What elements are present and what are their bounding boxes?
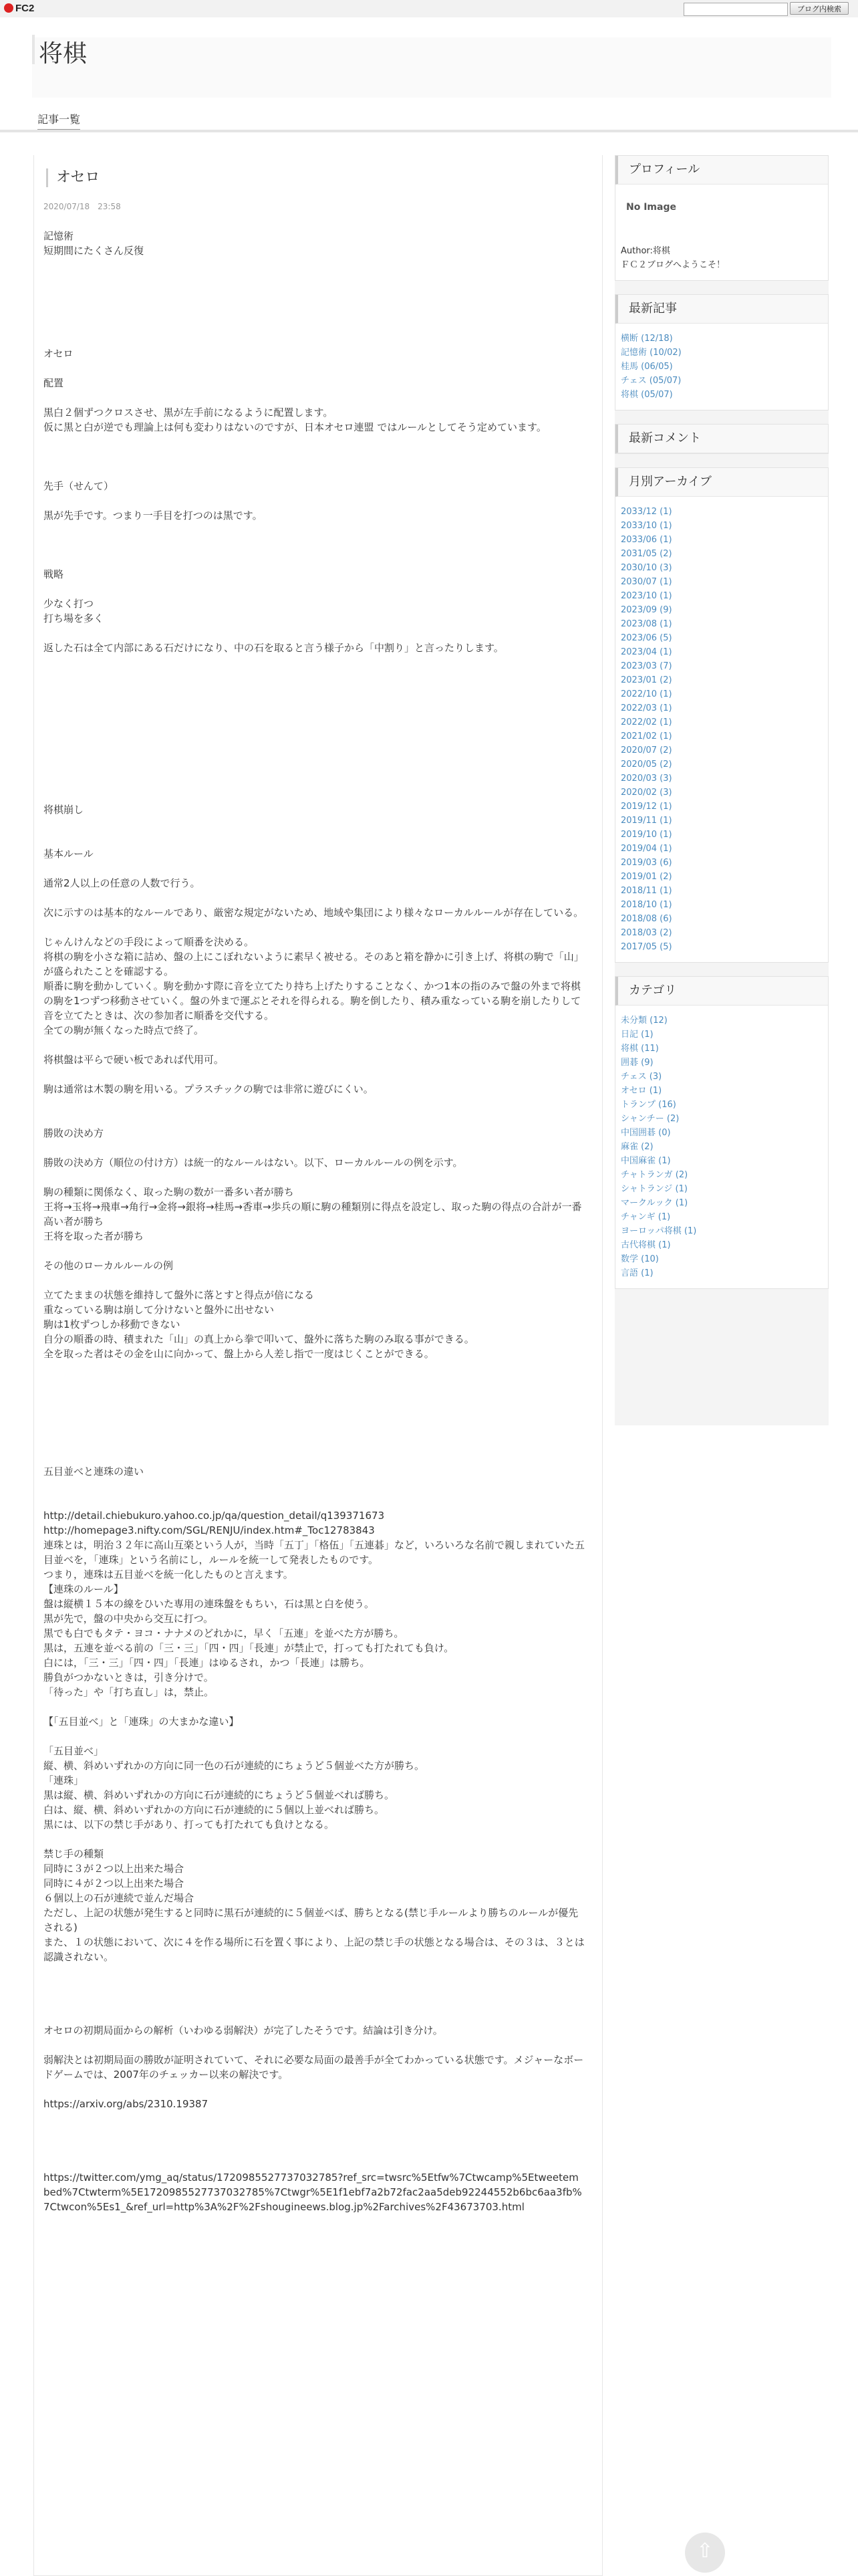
entry-paragraph — [43, 1273, 585, 1288]
entry-paragraph[interactable]: https://arxiv.org/abs/2310.19387 — [43, 2098, 208, 2110]
recent-comments-widget — [615, 424, 829, 454]
nav-entry-list[interactable]: 記事一覧 — [37, 111, 80, 130]
entry-paragraph — [43, 2111, 585, 2170]
entry-title[interactable]: オセロ — [46, 168, 100, 187]
category-item-link[interactable]: 将棋 (11) — [621, 1044, 659, 1054]
recent-entry[interactable] — [621, 346, 823, 360]
entry-paragraph — [43, 1170, 585, 1185]
entry-paragraph: 通常2人以上の任意の人数で行う。 — [43, 877, 200, 889]
archive-month[interactable] — [621, 912, 823, 926]
category-item-link[interactable]: 囲碁 (9) — [621, 1058, 654, 1068]
entry-paragraph — [43, 582, 585, 596]
entry-paragraph: その他のローカルルールの例 — [43, 1260, 174, 1272]
archive-month-link[interactable]: 2033/10 (1) — [621, 521, 672, 531]
recent-entries-widget — [615, 294, 829, 411]
archive-month[interactable] — [621, 547, 823, 561]
category-item-link[interactable]: トランプ (16) — [621, 1100, 676, 1110]
page-top-button[interactable] — [685, 2533, 725, 2573]
recent-entry[interactable] — [621, 332, 823, 346]
category-item[interactable] — [621, 1098, 823, 1112]
category-item[interactable] — [621, 1112, 823, 1126]
category-item-link[interactable]: チャンギ (1) — [621, 1212, 671, 1222]
category-item[interactable] — [621, 1126, 823, 1140]
category-item-link[interactable]: 古代将棋 (1) — [621, 1240, 671, 1250]
archive-month[interactable] — [621, 561, 823, 575]
archive-month-link[interactable]: 2022/03 (1) — [621, 703, 672, 713]
archive-month-link[interactable]: 2018/11 (1) — [621, 886, 672, 896]
archive-month-link[interactable]: 2033/12 (1) — [621, 507, 672, 517]
entry-paragraph: 戦略 — [43, 568, 64, 580]
category-item-link[interactable]: シャトランジ (1) — [621, 1184, 688, 1194]
category-item-link[interactable]: 言語 (1) — [621, 1268, 654, 1278]
entry-paragraph — [43, 1244, 585, 1258]
archive-month-link[interactable]: 2019/10 (1) — [621, 830, 672, 840]
archive-month[interactable] — [621, 603, 823, 617]
archive-month-link[interactable]: 2020/07 (2) — [621, 745, 672, 755]
category-item-link[interactable]: 中国麻雀 (1) — [621, 1156, 671, 1166]
entry-paragraph[interactable]: https://twitter.com/ymg_aq/status/1720985527737032785?ref_src=twsrc%5Etfw%7Ctwcamp%5Etweetembed%7Ctwterm%5E1720985527737032785%7Ctwgr%5E1f1ebf7a2b72fac2aa5deb92244552b6bc6aa3fb%7Ctwcon%5Es1_&ref_url=http%3A%2F%2Fshougineews.blog.jp%2Farchives%2F43673703.html — [43, 2172, 582, 2213]
category-item-link[interactable]: オセロ (1) — [621, 1086, 662, 1096]
archive-month[interactable] — [621, 772, 823, 786]
entry-paragraph — [43, 1038, 585, 1052]
archive-month[interactable] — [621, 519, 823, 533]
archive-month-link[interactable]: 2020/02 (3) — [621, 788, 672, 798]
entry-paragraph: 返した石は全て内部にある石だけになり、中の石を取ると言う様子から「中割り」と言ったりします。 — [43, 642, 504, 654]
archive-month-link[interactable]: 2019/12 (1) — [621, 802, 672, 812]
archive-month[interactable] — [621, 729, 823, 743]
archive-month-link[interactable]: 2017/05 (5) — [621, 942, 672, 952]
entry-paragraph: 勝敗の決め方（順位の付け方）は統一的なルールはない。以下、ローカルルールの例を示す。 — [43, 1157, 463, 1169]
recent-entry[interactable] — [621, 388, 823, 402]
category-item-link[interactable]: 日記 (1) — [621, 1030, 654, 1040]
blog-header — [0, 17, 858, 131]
entry-paragraph: 弱解決とは初期局面の勝敗が証明されていて、それに必要な局面の最善手が全てわかっている状態です。メジャーなボードゲームでは、2007年のチェッカー以来の解決です。 — [43, 2054, 584, 2081]
entry-paragraph: 駒は通常は木製の駒を用いる。プラスチックの駒では非常に遊びにくい。 — [43, 1083, 374, 1095]
category-item[interactable] — [621, 1084, 823, 1098]
entry-paragraph: 立てたままの状態を維持して盤外に落とすと得点が倍になる 重なっている駒は崩して分けないと盤外に出せない 駒は1枚ずつしか移動できない 自分の順番の時、積まれた「山」の真上から拳で叩いて、盤外に落ちた駒のみ取る事ができる。 全を取った者はその金を山に向かって、盤上から人差し指で一度はじくことができる。 — [43, 1289, 474, 1360]
entry-paragraph: 少なく打つ 打ち場を多く — [43, 598, 104, 624]
archive-month-link[interactable]: 2019/11 (1) — [621, 816, 672, 826]
recent-entries-title: 最新記事 — [615, 295, 828, 324]
entry-paragraph: 駒の種類に関係なく、取った駒の数が一番多い者が勝ち 王将→玉将→飛車→角行→金将→銀将→桂馬→香車→歩兵の順に駒の種類別に得点を設定し、取った駒の得点の合計が一番高い者が勝ち 王将を取った者が勝ち — [43, 1186, 582, 1242]
category-item[interactable] — [621, 1014, 823, 1028]
archive-month-link[interactable]: 2023/04 (1) — [621, 647, 672, 657]
fc2-logo-icon — [4, 3, 13, 13]
entry-paragraph — [43, 390, 585, 405]
entry-paragraph: 基本ルール — [43, 848, 94, 860]
category-item[interactable] — [621, 1140, 823, 1154]
archive-title: 月別アーカイブ — [615, 468, 828, 497]
blog-title[interactable]: 将棋 — [39, 40, 88, 67]
entry-paragraph — [43, 1096, 585, 1126]
category-list — [621, 1014, 823, 1280]
archive-month[interactable] — [621, 757, 823, 772]
entry-paragraph — [43, 626, 585, 640]
archive-month[interactable] — [621, 715, 823, 729]
archive-month-link[interactable]: 2023/06 (5) — [621, 633, 672, 643]
archive-month[interactable] — [621, 884, 823, 898]
archive-month-link[interactable]: 2022/10 (1) — [621, 689, 672, 699]
category-item-link[interactable]: チェス (3) — [621, 1072, 662, 1082]
archive-month[interactable] — [621, 673, 823, 687]
archive-month-link[interactable]: 2018/08 (6) — [621, 914, 672, 924]
category-item[interactable] — [621, 1196, 823, 1210]
entry-paragraph: オセロ — [43, 348, 74, 360]
category-item-link[interactable]: ヨーロッパ将棋 (1) — [621, 1226, 697, 1236]
entry-paragraph: オセロの初期局面からの解析（いわゆる弱解決）が完了したそうです。結論は引き分け。 — [43, 2024, 443, 2036]
category-item-link[interactable]: 未分類 (12) — [621, 1016, 668, 1026]
title-accent — [32, 35, 35, 64]
entry-paragraph — [43, 1067, 585, 1082]
archive-month[interactable] — [621, 505, 823, 519]
category-item[interactable] — [621, 1210, 823, 1224]
archive-widget — [615, 467, 829, 963]
blog-search-button[interactable]: ブログ内検索 — [790, 2, 849, 15]
entry-paragraph — [43, 920, 585, 935]
archive-month[interactable] — [621, 645, 823, 659]
archive-month-link[interactable]: 2018/10 (1) — [621, 900, 672, 910]
category-item-link[interactable]: チャトランガ (2) — [621, 1170, 688, 1180]
profile-welcome: ＦＣ２ブログへようこそ！ — [621, 260, 726, 270]
archive-month[interactable] — [621, 533, 823, 547]
archive-month-link[interactable]: 2023/08 (1) — [621, 619, 672, 629]
entry-date: 2020/07/18 23:58 — [43, 202, 121, 211]
archive-month[interactable] — [621, 898, 823, 912]
archive-month[interactable] — [621, 575, 823, 589]
entry-paragraph: 先手（せんて） — [43, 480, 114, 492]
recent-entry-link[interactable]: 将棋 (05/07) — [621, 390, 673, 400]
entry-paragraph — [43, 1700, 585, 1714]
archive-month-link[interactable]: 2031/05 (2) — [621, 549, 672, 559]
category-item[interactable] — [621, 1070, 823, 1084]
category-item[interactable] — [621, 1028, 823, 1042]
category-widget — [615, 976, 829, 1289]
recent-entry[interactable] — [621, 374, 823, 388]
archive-month[interactable] — [621, 659, 823, 673]
archive-month[interactable] — [621, 856, 823, 870]
archive-month-link[interactable]: 2022/02 (1) — [621, 717, 672, 727]
archive-month[interactable] — [621, 828, 823, 842]
category-item-link[interactable]: マークルック (1) — [621, 1198, 688, 1208]
archive-month-link[interactable]: 2023/09 (9) — [621, 605, 672, 615]
entry-paragraph — [43, 817, 585, 846]
entry-paragraph[interactable]: http://detail.chiebukuro.yahoo.co.jp/qa/question_detail/q139371673 http://homepage3.nifty.com/SGL/RENJU/index.htm#_Toc12783843 連珠とは，明治３２年に高山互楽という人が，当時「五丁」「格伍」「五連碁」など，いろいろな名前で親しまれていた五目並べを，「連珠」という名前にし，ルールを統一して発表したものです。 つまり，連珠は五目並べを統一化したものと言えます。 【連珠のルール】 盤は縦横１５本の線をひいた専用の連珠盤をもちい，石は黒と白を使う。 黒が先で，盤の中央から交互に打つ。 黒でも白でもタテ・ヨコ・ナナメのどれかに，早く「五連」を並べた方が勝ち。 黒は，五連を並べる前の「三・三」「四・四」「長連」が禁止で，打っても打たれても負け。 白には，「三・三」「四・四」「長連」はゆるされ，かつ「長連」は勝ち。 勝負がつかないときは，引き分けで。 「待った」や「打ち直し」は，禁止。 — [43, 1510, 585, 1698]
entry-body — [43, 229, 585, 2214]
archive-month-link[interactable]: 2023/01 (2) — [621, 675, 672, 685]
archive-month[interactable] — [621, 842, 823, 856]
entry-paragraph: 次に示すのは基本的なルールであり、厳密な規定がないため、地域や集団により様々なローカルルールが存在している。 — [43, 907, 584, 919]
entry-paragraph — [43, 1361, 585, 1464]
archive-month-link[interactable]: 2033/06 (1) — [621, 535, 672, 545]
entry-paragraph: 配置 — [43, 377, 64, 389]
category-item-link[interactable]: 麻雀 (2) — [621, 1142, 654, 1152]
archive-month-link[interactable]: 2018/03 (2) — [621, 928, 672, 938]
recent-entry-link[interactable]: 横断 (12/18) — [621, 334, 673, 344]
archive-month[interactable] — [621, 786, 823, 800]
archive-month-link[interactable]: 2020/05 (2) — [621, 759, 672, 770]
entry-paragraph — [43, 891, 585, 905]
entry-paragraph — [43, 1141, 585, 1155]
entry-paragraph: 「五目並べ」 縦、横、斜めいずれかの方向に同一色の石が連続的にちょうど５個並べた方が勝ち。 「連珠」 黒は縦、横、斜めいずれかの方向に石が連続的にちょうど５個並べれば勝ち。 白は、縦、横、斜めいずれかの方向に石が連続的に５個以上並べれば勝ち。 黒には、以下の禁じ手があり、打っても打たれても負けとなる。 — [43, 1745, 425, 1831]
archive-month[interactable] — [621, 800, 823, 814]
recent-comments-title: 最新コメント — [615, 425, 828, 453]
recent-entry-link[interactable]: 記憶術 (10/02) — [621, 348, 682, 358]
blog-search-input[interactable] — [684, 3, 788, 16]
category-item[interactable] — [621, 1154, 823, 1168]
entry-paragraph: 禁じ手の種類 同時に３が２つ以上出来た場合 同時に４が２つ以上出来た場合 ６個以上の石が連続で並んだ場合 ただし、上記の状態が発生すると同時に黒石が連続的に５個並べば、勝ちとなる(禁じ手ルールより勝ちのルールが優先される) また、１の状態において、次に４を作る場所に石を置く事により、上記の禁じ手の状態となる場合は、その３は、３とは認識されない。 — [43, 1848, 585, 1963]
archive-month[interactable] — [621, 631, 823, 645]
main-content — [33, 155, 603, 2576]
entry-paragraph — [43, 1964, 585, 2023]
entry-paragraph — [43, 1479, 585, 1508]
arrow-up-icon: ⇧ — [696, 2539, 714, 2563]
category-item[interactable] — [621, 1182, 823, 1196]
entry-paragraph: 勝敗の決め方 — [43, 1127, 104, 1139]
entry-paragraph — [43, 523, 585, 567]
archive-month-link[interactable]: 2021/02 (1) — [621, 731, 672, 741]
category-item[interactable] — [621, 1252, 823, 1266]
entry-paragraph: 五目並べと連珠の違い — [43, 1466, 144, 1478]
archive-month-link[interactable]: 2023/03 (7) — [621, 661, 672, 671]
archive-month[interactable] — [621, 617, 823, 631]
entry-paragraph — [43, 861, 585, 876]
category-item-link[interactable]: 中国囲碁 (0) — [621, 1128, 671, 1138]
archive-month[interactable] — [621, 743, 823, 757]
entry-paragraph — [43, 655, 585, 802]
entry-paragraph: 将棋崩し — [43, 804, 84, 816]
category-item[interactable] — [621, 1266, 823, 1280]
archive-month[interactable] — [621, 926, 823, 940]
archive-month-link[interactable]: 2020/03 (3) — [621, 774, 672, 784]
entry-paragraph — [43, 435, 585, 479]
archive-month-link[interactable]: 2030/07 (1) — [621, 577, 672, 587]
header-divider — [0, 130, 858, 132]
archive-month[interactable] — [621, 940, 823, 954]
entry-paragraph — [43, 258, 585, 346]
entry-paragraph — [43, 493, 585, 508]
archive-month[interactable] — [621, 589, 823, 603]
category-item[interactable] — [621, 1056, 823, 1070]
archive-month-link[interactable]: 2019/03 (6) — [621, 858, 672, 868]
recent-entries-list — [621, 332, 823, 402]
entry-paragraph: じゃんけんなどの手段によって順番を決める。 将棋の駒を小さな箱に詰め、盤の上にこぼれないように素早く被せる。そのあと箱を静かに引き上げ、将棋の駒で「山」が盛られたことを確認する。 順番に駒を動かしていく。駒を動かす際に音を立てたり持ち上げたりすることなく、かつ1本の指のみで盤の外まで将棋の駒を1つずつ移動させていく。盤の外まで運ぶとそれを得られる。駒を倒したり、積み重なっている駒を崩したりして音を立てたときは、次の参加者に順番を交代する。 全ての駒が無くなった時点で終了。 — [43, 936, 584, 1036]
fc2-logo[interactable]: FC2 — [4, 3, 34, 14]
archive-month-link[interactable]: 2030/10 (3) — [621, 563, 672, 573]
entry-paragraph — [43, 361, 585, 376]
entry-paragraph: 短期間にたくさん反復 — [43, 245, 144, 257]
archive-month[interactable] — [621, 687, 823, 701]
entry-paragraph: 記憶術 — [43, 230, 74, 242]
entry-paragraph: 将棋盤は平らで硬い板であれば代用可。 — [43, 1054, 224, 1066]
category-title: カテゴリ — [615, 977, 828, 1006]
archive-month-link[interactable]: 2019/04 (1) — [621, 844, 672, 854]
archive-list — [621, 505, 823, 954]
entry-paragraph: 黒が先手です。つまり一手目を打つのは黒です。 — [43, 509, 263, 521]
category-item[interactable] — [621, 1168, 823, 1182]
sidebar — [615, 155, 829, 1425]
profile-author: Author:将棋 — [621, 246, 670, 256]
recent-entry-link[interactable]: 桂馬 (06/05) — [621, 362, 673, 372]
category-item-link[interactable]: シャンチー (2) — [621, 1114, 680, 1124]
recent-entry[interactable] — [621, 360, 823, 374]
fc2-toolbar — [0, 0, 858, 18]
entry-paragraph — [43, 2038, 585, 2053]
recent-entry-link[interactable]: チェス (05/07) — [621, 376, 682, 386]
archive-month-link[interactable]: 2019/01 (2) — [621, 872, 672, 882]
entry-paragraph — [43, 1729, 585, 1744]
entry-paragraph: 黒白２個ずつクロスさせ、黒が左手前になるように配置します。 仮に黒と白が逆でも理論上は何も変わりはないのですが、日本オセロ連盟 ではルールとしてそう定めています。 — [43, 406, 547, 433]
archive-month[interactable] — [621, 870, 823, 884]
category-item[interactable] — [621, 1238, 823, 1252]
entry-paragraph — [43, 2082, 585, 2097]
entry-paragraph — [43, 1832, 585, 1847]
archive-month[interactable] — [621, 814, 823, 828]
archive-month-link[interactable]: 2023/10 (1) — [621, 591, 672, 601]
category-item[interactable] — [621, 1042, 823, 1056]
entry-paragraph: 【「五目並べ」と「連珠」の大まかな違い】 — [43, 1716, 239, 1728]
profile-no-image: No Image — [626, 202, 676, 213]
profile-title: プロフィール — [615, 156, 828, 185]
archive-month[interactable] — [621, 701, 823, 715]
category-item[interactable] — [621, 1224, 823, 1238]
header-banner — [32, 37, 831, 98]
profile-widget — [615, 155, 829, 281]
category-item-link[interactable]: 数学 (10) — [621, 1254, 659, 1264]
